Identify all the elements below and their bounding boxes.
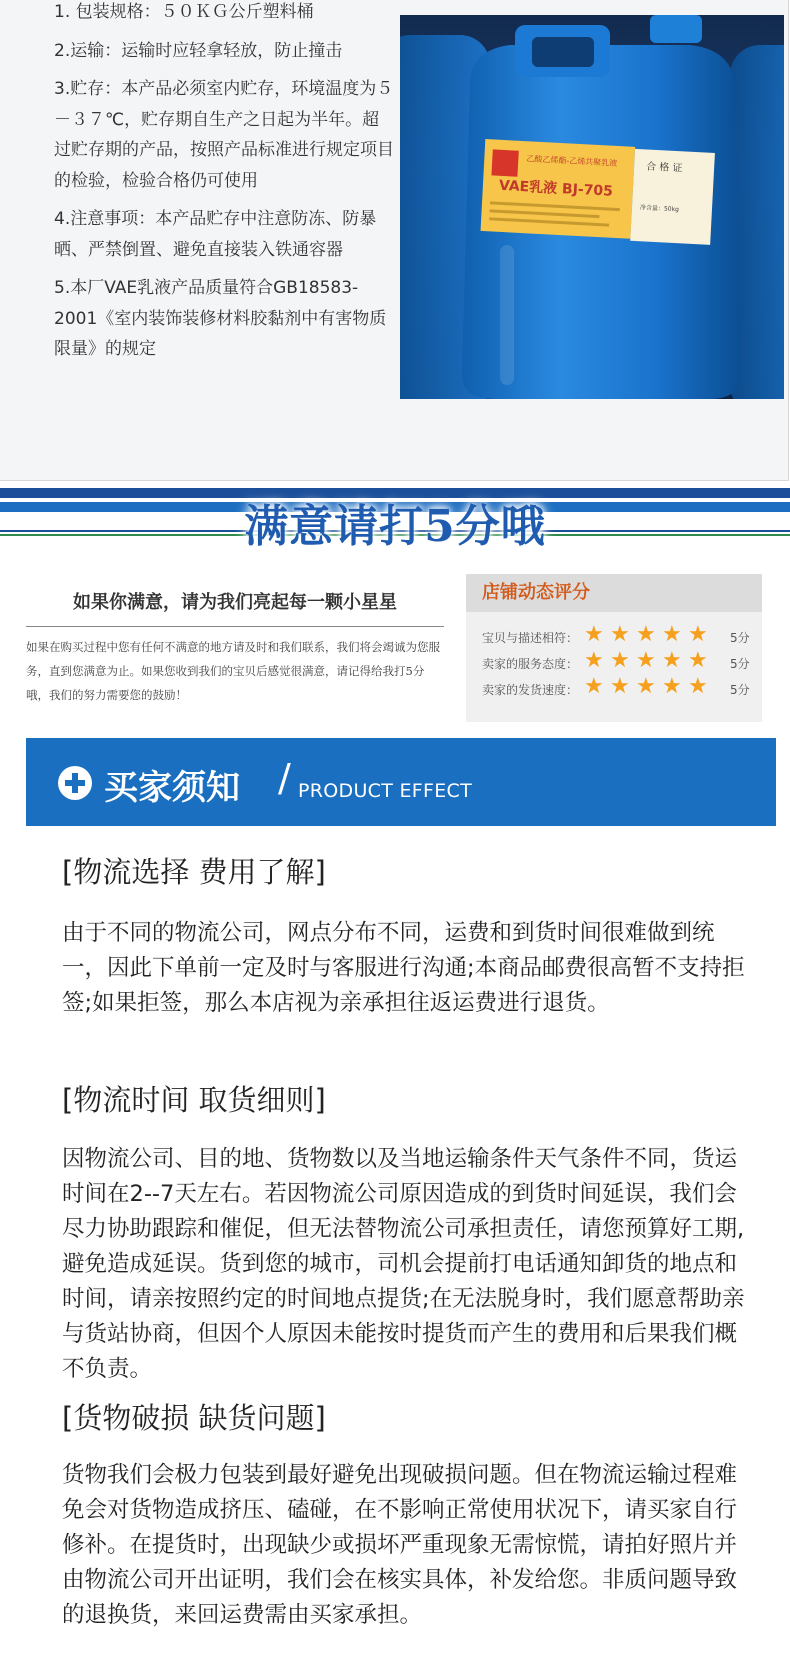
star-icon: ★: [662, 648, 682, 673]
spec-item: 4.注意事项：本产品贮存中注意防冻、防暴晒、严禁倒置、避免直接装入铁通容器: [54, 209, 377, 260]
rating-score: 5分: [730, 683, 750, 697]
section-body: 由于不同的物流公司，网点分布不同，运费和到货时间很难做到统一，因此下单前一定及时与客服进行沟通;本商品邮费很高暂不支持拒签;如果拒签，那么本店视为亲承担往返运费进行退货。: [62, 920, 745, 1016]
spec-item: 3.贮存：本产品必须室内贮存，环境温度为５－３７℃，贮存期自生产之日起为半年。超过贮存期的产品，按照产品标准进行规定项目的检验，检验合格仍可使用: [54, 79, 394, 191]
section-heading: [货物破损 缺货问题]: [62, 1401, 326, 1435]
rating-heading: 如果你满意，请为我们亮起每一颗小星星: [73, 592, 397, 613]
spec-item: 2.运输：运输时应轻拿轻放，防止撞击: [54, 40, 343, 61]
rating-score: 5分: [730, 631, 750, 645]
spec-list: [54, 0, 394, 373]
star-icon: ★: [688, 622, 708, 647]
spec-item: 5.本厂VAE乳液产品质量符合GB18583-2001《室内装饰装修材料胶黏剂中有害物质限量》的规定: [54, 278, 387, 359]
rating-text: 如果在购买过程中您有任何不满意的地方请及时和我们联系，我们将会竭诚为您服务，直到您满意为止。如果您收到我们的宝贝后感觉很满意，请记得给我打5分哦，我们的努力需要您的鼓励！: [26, 640, 440, 702]
star-icon: ★: [662, 674, 682, 699]
star-icon: ★: [610, 648, 630, 673]
spec-item: 1. 包装规格：５０ＫＧ公斤塑料桶: [54, 2, 314, 22]
rating-label: 卖家的发货速度：: [482, 683, 579, 697]
star-rating: [584, 624, 714, 646]
label-cert-text: 合 格 证: [645, 161, 683, 175]
star-rating: [584, 650, 714, 672]
star-icon: ★: [584, 674, 604, 699]
buyer-notice-header: [26, 738, 776, 826]
star-icon: ★: [584, 648, 604, 673]
star-icon: ★: [636, 622, 656, 647]
notice-title: 买家须知: [104, 768, 240, 808]
section-body: 因物流公司、目的地、货物数以及当地运输条件天气条件不同，货运时间在2--7天左右。若因物流公司原因造成的到货时间延误，我们会尽力协助跟踪和催促，但无法替物流公司承担责任，请您预算好工期,避免造成延误。货到您的城市，司机会提前打电话通知卸货的地点和时间，请亲按照约定的时间地点提货;在无法脱身时，我们愿意帮助亲与货站协商，但因个人原因未能按时提货而产生的费用和后果我们概不负责。: [62, 1146, 745, 1382]
plastic-drum-image: [400, 15, 784, 399]
star-icon: ★: [636, 674, 656, 699]
section-heading: [物流时间 取货细则]: [62, 1083, 326, 1117]
label-net-text: 净含量：50kg: [639, 204, 680, 214]
star-icon: ★: [584, 622, 604, 647]
section-body: 货物我们会极力包装到最好避免出现破损问题。但在物流运输过程难免会对货物造成挤压、磕碰，在不影响正常使用状况下，请买家自行修补。在提货时，出现缺少或损坏严重现象无需惊慌，请拍好照片并由物流公司开出证明，我们会在核实具体，补发给您。非质问题导致的退换货，来回运费需由买家承担。: [62, 1462, 738, 1628]
star-rating: [584, 676, 714, 698]
star-icon: ★: [610, 622, 630, 647]
rating-row: [466, 622, 762, 648]
star-icon: ★: [610, 674, 630, 699]
shop-rating-title: 店铺动态评分: [466, 574, 762, 612]
star-icon: ★: [662, 622, 682, 647]
rating-label: 宝贝与描述相符：: [482, 631, 579, 645]
section-heading: [物流选择 费用了解]: [62, 855, 326, 889]
star-icon: ★: [636, 648, 656, 673]
rating-banner: [0, 488, 790, 560]
rating-request: [26, 580, 444, 707]
plus-circle-icon: [58, 766, 92, 800]
shop-rating-box: [466, 574, 762, 722]
rating-row: [466, 648, 762, 674]
star-icon: ★: [688, 648, 708, 673]
divider: [26, 626, 444, 627]
banner-title: 满意请打5分哦: [244, 501, 546, 552]
rating-label: 卖家的服务态度：: [482, 657, 579, 671]
rating-score: 5分: [730, 657, 750, 671]
label-top-text: 乙酸乙烯酯-乙烯共聚乳液: [526, 154, 618, 168]
star-icon: ★: [688, 674, 708, 699]
notice-subtitle: PRODUCT EFFECT: [298, 780, 473, 802]
product-photo: [400, 15, 784, 399]
label-name-text: VAE乳液 BJ-705: [498, 177, 614, 200]
rating-row: [466, 674, 762, 700]
product-info-section: [0, 0, 789, 481]
notice-slash: /: [278, 756, 291, 800]
